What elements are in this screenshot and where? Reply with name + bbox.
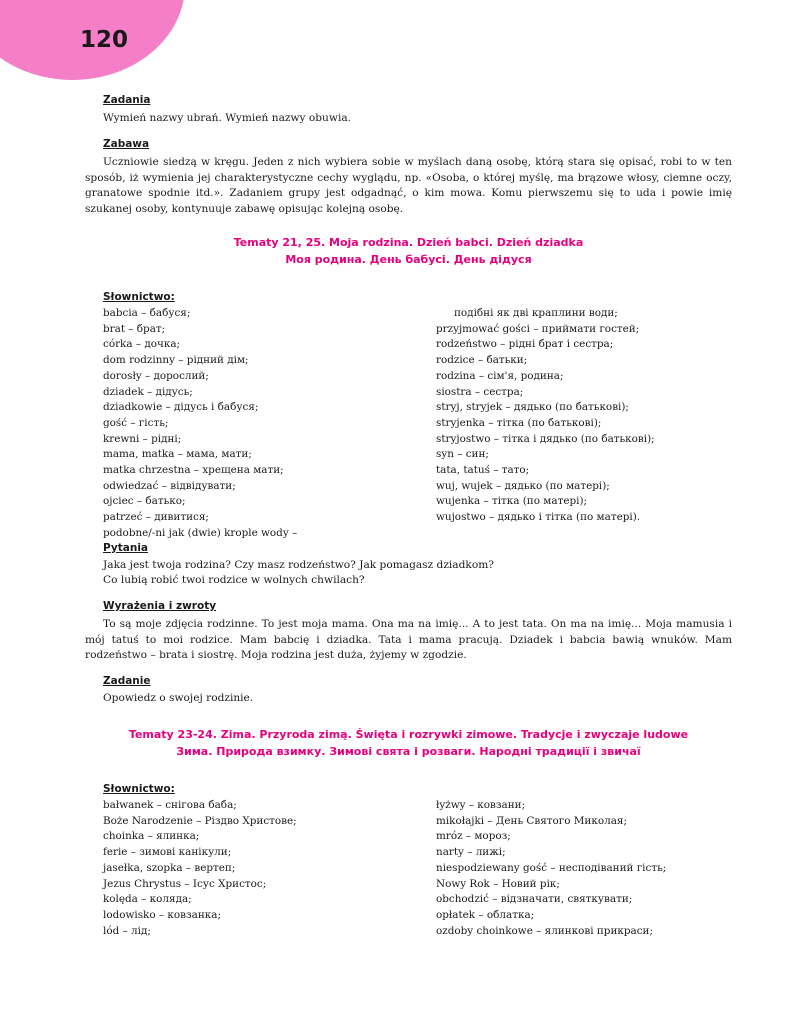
list-item: jasełka, szopka – вертеп; xyxy=(103,861,236,874)
list-item: mróz – мороз; xyxy=(436,830,511,843)
pytania-heading: Pytania xyxy=(103,542,148,554)
list-item: lód – лід; xyxy=(103,924,151,937)
list-item: krewni – рідні; xyxy=(103,432,182,445)
list-item: mama, matka – мама, мати; xyxy=(103,448,252,461)
list-item: kolęda – коляда; xyxy=(103,893,192,906)
list-item: wuj, wujek – дядько (по матері); xyxy=(436,479,610,492)
list-item: rodzina – сім'я, родина; xyxy=(436,369,564,382)
pytania-line-1: Jaka jest twoja rodzina? Czy masz rodzeństwo? Jak pomagasz dziadkom? xyxy=(103,559,494,571)
list-item: ferie – зимові канікули; xyxy=(103,846,232,859)
list-item: obchodzić – відзначати, святкувати; xyxy=(436,893,633,906)
list-item: łyżwy – ковзани; xyxy=(436,799,526,811)
list-item: rodzeństwo – рідні брат і сестра; xyxy=(436,338,614,351)
list-item: odwiedzać – відвідувати; xyxy=(103,479,236,492)
family-vocab-right-list xyxy=(436,306,655,526)
topic-winter-title xyxy=(85,726,732,760)
list-item: Jezus Chrystus – Ісус Христос; xyxy=(103,877,267,890)
list-item: подібні як дві краплини води; xyxy=(454,307,618,319)
family-vocab-left-list xyxy=(103,306,297,542)
list-item: przyjmować gości – приймати гостей; xyxy=(436,322,640,335)
list-item: dorosły – дорослий; xyxy=(103,369,209,382)
wyrazenia-heading: Wyrażenia i zwroty xyxy=(103,600,217,612)
list-item: opłatek – облатка; xyxy=(436,908,535,921)
list-item: tata, tatuś – тато; xyxy=(436,464,530,477)
list-item: matka chrzestna – хрещена мати; xyxy=(103,464,284,477)
list-item: Nowy Rok – Новий рік; xyxy=(436,877,560,890)
list-item: brat – брат; xyxy=(103,322,166,335)
list-item: syn – син; xyxy=(436,448,489,461)
list-item: dziadek – дідусь; xyxy=(103,385,193,398)
list-item: Boże Narodzenie – Різдво Христове; xyxy=(103,814,297,827)
page-number: 120 xyxy=(80,27,129,53)
list-item: mikołajki – День Святого Миколая; xyxy=(436,814,627,827)
list-item: ozdoby choinkowe – ялинкові прикраси; xyxy=(436,924,653,937)
winter-vocab-right-list xyxy=(436,798,666,939)
list-item: lodowisko – ковзанка; xyxy=(103,908,221,921)
zabawa-text: Uczniowie siedzą w kręgu. Jeden z nich wybiera sobie w myślach daną osobę, którą stara się opisać, robi to w ten sposób, iż wymienia jej charakterystyczne cechy wyglądu, np. «Osoba, o której myślę, ma brązowe włosy, ciemne oczy, granatowe spodnie itd.». Zadaniem grupy jest odgadnąć, o kim mowa. Komu pierwszemu się to uda i powie imię szukanej osoby, kontynuuje zabawę opisując kolejną osobę. xyxy=(85,156,732,215)
list-item: rodzice – батьки; xyxy=(436,354,528,367)
zadanie-text: Opowiedz o swojej rodzinie. xyxy=(103,692,254,704)
list-item: babcia – бабуся; xyxy=(103,307,191,319)
list-item: córka – дочка; xyxy=(103,338,181,351)
list-item: narty – лижі; xyxy=(436,846,506,859)
topic-family-title-uk: Моя родина. День бабусі. День дідуся xyxy=(285,253,532,266)
list-item: stryjenka – тітка (по батькові); xyxy=(436,416,602,429)
zabawa-heading: Zabawa xyxy=(103,138,150,150)
list-item: podobne/-ni jak (dwie) krople wody – xyxy=(103,526,298,539)
wyrazenia-text: To są moje zdjęcia rodzinne. To jest moja mama. Ona ma na imię... A to jest tata. On ma na imię... Moja mamusia i mój tatuś to moi rodzice. Mam babcię i dziadka. Tata i mama pracują. Dziadek i babcia bawią wnuków. Mam rodzeństwo – brata i siostrę. Moja rodzina jest duża, żyjemy w zgodzie. xyxy=(85,618,732,661)
list-item: patrzeć – дивитися; xyxy=(103,511,209,524)
topic-winter-title-pl: Tematy 23-24. Zima. Przyroda zimą. Święta i rozrywki zimowe. Tradycje i zwyczaje ludowe xyxy=(128,728,689,741)
list-item: gość – гість; xyxy=(103,416,169,429)
list-item: niespodziewany gość – несподіваний гість; xyxy=(436,861,667,874)
list-item: bałwanek – снігова баба; xyxy=(103,799,237,811)
list-item: dziadkowie – дідусь і бабуся; xyxy=(103,401,259,414)
zadania-heading: Zadania xyxy=(103,94,151,106)
winter-vocab-left-list xyxy=(103,798,297,939)
list-item: stryj, stryjek – дядько (по батькові); xyxy=(436,401,629,414)
topic-family-title-pl: Tematy 21, 25. Moja rodzina. Dzień babci. Dzień dziadka xyxy=(233,236,584,249)
family-vocab-heading: Słownictwo: xyxy=(103,291,175,303)
list-item: ojciec – батько; xyxy=(103,495,186,508)
topic-winter-title-uk: Зима. Природа взимку. Зимові свята і розваги. Народні традиції і звичаї xyxy=(176,745,641,758)
zadania-text: Wymień nazwy ubrań. Wymień nazwy obuwia. xyxy=(103,112,352,124)
list-item: wujostwo – дядько і тітка (по матері). xyxy=(436,511,641,524)
pytania-line-2: Co lubią robić twoi rodzice w wolnych chwilach? xyxy=(103,574,365,586)
list-item: dom rodzinny – рідний дім; xyxy=(103,354,249,367)
topic-family-title xyxy=(85,234,732,268)
list-item: siostra – сестра; xyxy=(436,385,524,398)
list-item: wujenka – тітка (по матері); xyxy=(436,495,587,508)
list-item: choinka – ялинка; xyxy=(103,830,200,843)
list-item: stryjostwo – тітка і дядько (по батькові); xyxy=(436,432,655,445)
winter-vocab-heading: Słownictwo: xyxy=(103,783,175,795)
zadanie-heading: Zadanie xyxy=(103,675,151,687)
